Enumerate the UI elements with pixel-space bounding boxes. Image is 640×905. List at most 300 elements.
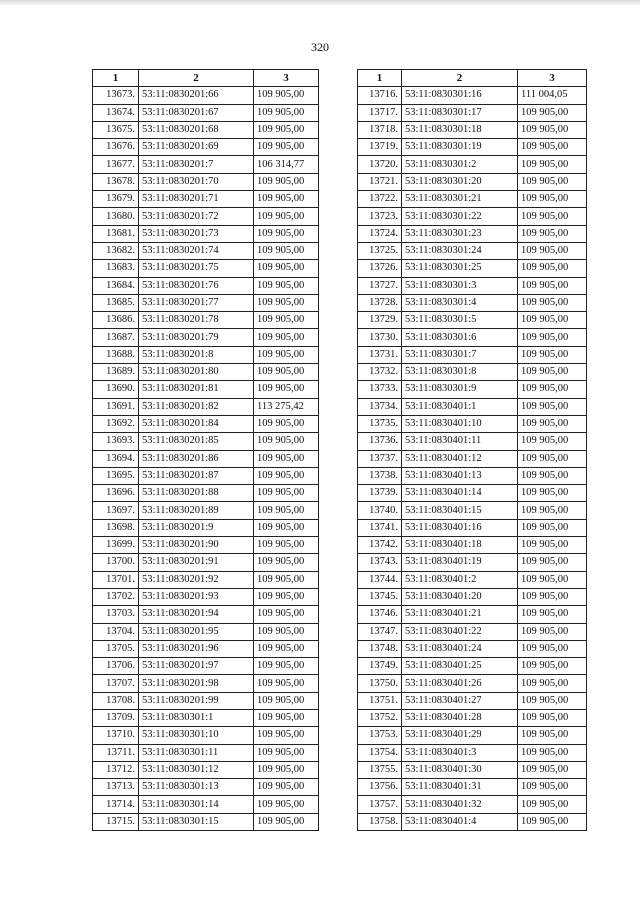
cadastral-value: 109 905,00: [518, 450, 587, 467]
table-row: [93, 415, 319, 432]
table-row: [93, 208, 319, 225]
cadastral-value: 109 905,00: [254, 675, 319, 692]
cadastral-number: 53:11:0830201:76: [139, 277, 254, 294]
table-row: [358, 485, 587, 502]
cadastral-value: 109 905,00: [518, 277, 587, 294]
table-row: [93, 796, 319, 813]
table-row: [358, 104, 587, 121]
row-number: 13734.: [358, 398, 402, 415]
cadastral-number: 53:11:0830201:73: [139, 225, 254, 242]
cadastral-number: 53:11:0830401:12: [402, 450, 518, 467]
cadastral-value: 109 905,00: [518, 796, 587, 813]
table-row: [358, 467, 587, 484]
cadastral-number: 53:11:0830401:24: [402, 640, 518, 657]
cadastral-number: 53:11:0830201:84: [139, 415, 254, 432]
row-number: 13729.: [358, 312, 402, 329]
cadastral-value: 109 905,00: [254, 277, 319, 294]
cadastral-value: 109 905,00: [254, 761, 319, 778]
row-number: 13712.: [93, 761, 139, 778]
row-number: 13673.: [93, 87, 139, 104]
cadastral-number: 53:11:0830301:21: [402, 191, 518, 208]
cadastral-number: 53:11:0830401:28: [402, 709, 518, 726]
row-number: 13681.: [93, 225, 139, 242]
cadastral-number: 53:11:0830301:23: [402, 225, 518, 242]
table-row: [358, 744, 587, 761]
row-number: 13721.: [358, 173, 402, 190]
cadastral-value: 109 905,00: [254, 121, 319, 138]
table-row: [93, 277, 319, 294]
cadastral-number: 53:11:0830201:9: [139, 519, 254, 536]
row-number: 13745.: [358, 588, 402, 605]
table-row: [358, 433, 587, 450]
row-number: 13737.: [358, 450, 402, 467]
table-row: [358, 294, 587, 311]
table-row: [358, 346, 587, 363]
cadastral-value: 109 905,00: [518, 346, 587, 363]
cadastral-number: 53:11:0830401:18: [402, 537, 518, 554]
table-row: [358, 640, 587, 657]
cadastral-number: 53:11:0830401:29: [402, 727, 518, 744]
table-row: [93, 571, 319, 588]
row-number: 13706.: [93, 658, 139, 675]
table-row: [93, 173, 319, 190]
cadastral-value: 109 905,00: [518, 779, 587, 796]
cadastral-number: 53:11:0830201:78: [139, 312, 254, 329]
cadastral-number: 53:11:0830201:99: [139, 692, 254, 709]
row-number: 13720.: [358, 156, 402, 173]
cadastral-number: 53:11:0830301:6: [402, 329, 518, 346]
row-number: 13743.: [358, 554, 402, 571]
cadastral-value: 109 905,00: [518, 225, 587, 242]
cadastral-value: 109 905,00: [254, 485, 319, 502]
table-row: [358, 779, 587, 796]
cadastral-number: 53:11:0830201:81: [139, 381, 254, 398]
cadastral-number: 53:11:0830401:31: [402, 779, 518, 796]
cadastral-number: 53:11:0830401:27: [402, 692, 518, 709]
table-row: [358, 87, 587, 104]
header-col-1: 1: [358, 70, 402, 87]
row-number: 13709.: [93, 709, 139, 726]
row-number: 13675.: [93, 121, 139, 138]
cadastral-value: 109 905,00: [254, 312, 319, 329]
table-row: [358, 588, 587, 605]
cadastral-value: 109 905,00: [518, 537, 587, 554]
cadastral-value: 109 905,00: [518, 675, 587, 692]
cadastral-number: 53:11:0830301:25: [402, 260, 518, 277]
table-row: [93, 467, 319, 484]
table-row: [358, 727, 587, 744]
row-number: 13715.: [93, 813, 139, 830]
row-number: 13757.: [358, 796, 402, 813]
table-row: [358, 173, 587, 190]
row-number: 13739.: [358, 485, 402, 502]
table-row: [358, 519, 587, 536]
cadastral-number: 53:11:0830201:68: [139, 121, 254, 138]
cadastral-number: 53:11:0830401:25: [402, 658, 518, 675]
row-number: 13747.: [358, 623, 402, 640]
cadastral-number: 53:11:0830301:3: [402, 277, 518, 294]
table-row: [93, 709, 319, 726]
cadastral-value: 109 905,00: [254, 294, 319, 311]
cadastral-number: 53:11:0830301:14: [139, 796, 254, 813]
row-number: 13740.: [358, 502, 402, 519]
row-number: 13711.: [93, 744, 139, 761]
header-col-2: 2: [402, 70, 518, 87]
cadastral-value: 109 905,00: [254, 744, 319, 761]
cadastral-value: 109 905,00: [518, 502, 587, 519]
cadastral-value: 109 905,00: [254, 467, 319, 484]
row-number: 13686.: [93, 312, 139, 329]
row-number: 13707.: [93, 675, 139, 692]
table-header-row: [93, 70, 319, 87]
row-number: 13738.: [358, 467, 402, 484]
row-number: 13750.: [358, 675, 402, 692]
cadastral-number: 53:11:0830201:85: [139, 433, 254, 450]
cadastral-number: 53:11:0830401:11: [402, 433, 518, 450]
table-row: [93, 242, 319, 259]
table-row: [358, 225, 587, 242]
cadastral-value: 109 905,00: [518, 260, 587, 277]
page-number: 320: [311, 40, 329, 54]
cadastral-value: 109 905,00: [518, 554, 587, 571]
row-number: 13755.: [358, 761, 402, 778]
cadastral-value: 109 905,00: [518, 173, 587, 190]
cadastral-number: 53:11:0830401:2: [402, 571, 518, 588]
row-number: 13749.: [358, 658, 402, 675]
row-number: 13716.: [358, 87, 402, 104]
cadastral-number: 53:11:0830401:19: [402, 554, 518, 571]
table-row: [93, 761, 319, 778]
header-col-3: 3: [254, 70, 319, 87]
table-row: [93, 433, 319, 450]
cadastral-value: 109 905,00: [518, 415, 587, 432]
table-row: [358, 623, 587, 640]
cadastral-number: 53:11:0830201:67: [139, 104, 254, 121]
row-number: 13693.: [93, 433, 139, 450]
cadastral-number: 53:11:0830201:77: [139, 294, 254, 311]
table-row: [93, 139, 319, 156]
cadastral-number: 53:11:0830201:96: [139, 640, 254, 657]
row-number: 13677.: [93, 156, 139, 173]
table-row: [93, 191, 319, 208]
row-number: 13717.: [358, 104, 402, 121]
row-number: 13697.: [93, 502, 139, 519]
cadastral-value: 109 905,00: [254, 640, 319, 657]
cadastral-number: 53:11:0830201:74: [139, 242, 254, 259]
cadastral-number: 53:11:0830301:15: [139, 813, 254, 830]
row-number: 13683.: [93, 260, 139, 277]
table-row: [358, 364, 587, 381]
cadastral-number: 53:11:0830201:97: [139, 658, 254, 675]
row-number: 13736.: [358, 433, 402, 450]
table-row: [358, 692, 587, 709]
cadastral-value: 109 905,00: [254, 588, 319, 605]
header-col-2: 2: [139, 70, 254, 87]
cadastral-number: 53:11:0830201:79: [139, 329, 254, 346]
cadastral-number: 53:11:0830301:8: [402, 364, 518, 381]
cadastral-value: 109 905,00: [518, 640, 587, 657]
cadastral-value: 109 905,00: [254, 415, 319, 432]
table-row: [358, 796, 587, 813]
cadastral-number: 53:11:0830401:3: [402, 744, 518, 761]
row-number: 13704.: [93, 623, 139, 640]
table-row: [93, 381, 319, 398]
row-number: 13676.: [93, 139, 139, 156]
cadastral-value: 109 905,00: [254, 813, 319, 830]
row-number: 13753.: [358, 727, 402, 744]
cadastral-number: 53:11:0830401:22: [402, 623, 518, 640]
row-number: 13713.: [93, 779, 139, 796]
row-number: 13741.: [358, 519, 402, 536]
cadastral-value: 109 905,00: [254, 346, 319, 363]
cadastral-number: 53:11:0830301:22: [402, 208, 518, 225]
cadastral-value: 109 905,00: [254, 727, 319, 744]
left-table-body: [93, 87, 319, 831]
table-row: [93, 640, 319, 657]
row-number: 13682.: [93, 242, 139, 259]
cadastral-value: 109 905,00: [254, 139, 319, 156]
cadastral-number: 53:11:0830301:4: [402, 294, 518, 311]
cadastral-value: 109 905,00: [518, 329, 587, 346]
row-number: 13726.: [358, 260, 402, 277]
table-row: [93, 658, 319, 675]
table-row: [358, 381, 587, 398]
cadastral-value: 109 905,00: [518, 191, 587, 208]
cadastral-value: 109 905,00: [254, 796, 319, 813]
cadastral-value: 109 905,00: [254, 692, 319, 709]
cadastral-number: 53:11:0830301:13: [139, 779, 254, 796]
table-row: [93, 606, 319, 623]
table-row: [358, 675, 587, 692]
cadastral-number: 53:11:0830301:16: [402, 87, 518, 104]
row-number: 13696.: [93, 485, 139, 502]
row-number: 13725.: [358, 242, 402, 259]
table-row: [93, 623, 319, 640]
row-number: 13708.: [93, 692, 139, 709]
cadastral-value: 109 905,00: [518, 364, 587, 381]
cadastral-number: 53:11:0830201:72: [139, 208, 254, 225]
row-number: 13742.: [358, 537, 402, 554]
table-row: [93, 450, 319, 467]
table-row: [358, 121, 587, 138]
table-row: [358, 156, 587, 173]
row-number: 13678.: [93, 173, 139, 190]
row-number: 13719.: [358, 139, 402, 156]
cadastral-number: 53:11:0830401:30: [402, 761, 518, 778]
cadastral-value: 109 905,00: [518, 744, 587, 761]
cadastral-value: 109 905,00: [254, 260, 319, 277]
table-row: [93, 537, 319, 554]
cadastral-value: 109 905,00: [518, 242, 587, 259]
table-row: [358, 260, 587, 277]
cadastral-number: 53:11:0830301:19: [402, 139, 518, 156]
table-row: [93, 675, 319, 692]
row-number: 13700.: [93, 554, 139, 571]
row-number: 13674.: [93, 104, 139, 121]
table-row: [93, 727, 319, 744]
cadastral-value: 109 905,00: [518, 433, 587, 450]
cadastral-number: 53:11:0830401:20: [402, 588, 518, 605]
table-row: [358, 761, 587, 778]
header-col-3: 3: [518, 70, 587, 87]
cadastral-number: 53:11:0830201:90: [139, 537, 254, 554]
cadastral-value: 106 314,77: [254, 156, 319, 173]
row-number: 13685.: [93, 294, 139, 311]
table-row: [93, 87, 319, 104]
cadastral-value: 109 905,00: [518, 139, 587, 156]
table-row: [93, 260, 319, 277]
table-row: [358, 502, 587, 519]
row-number: 13727.: [358, 277, 402, 294]
cadastral-value: 109 905,00: [518, 519, 587, 536]
table-row: [93, 104, 319, 121]
table-row: [93, 519, 319, 536]
cadastral-number: 53:11:0830201:92: [139, 571, 254, 588]
table-row: [358, 415, 587, 432]
table-row: [93, 225, 319, 242]
header-col-1: 1: [93, 70, 139, 87]
table-row: [93, 312, 319, 329]
cadastral-number: 53:11:0830201:86: [139, 450, 254, 467]
table-row: [358, 658, 587, 675]
table-row: [93, 502, 319, 519]
table-row: [93, 485, 319, 502]
table-row: [358, 398, 587, 415]
cadastral-number: 53:11:0830401:21: [402, 606, 518, 623]
cadastral-number: 53:11:0830401:15: [402, 502, 518, 519]
cadastral-value: 109 905,00: [518, 208, 587, 225]
table-row: [358, 242, 587, 259]
cadastral-value: 109 905,00: [254, 225, 319, 242]
cadastral-value: 109 905,00: [518, 104, 587, 121]
cadastral-number: 53:11:0830401:1: [402, 398, 518, 415]
row-number: 13679.: [93, 191, 139, 208]
row-number: 13703.: [93, 606, 139, 623]
row-number: 13710.: [93, 727, 139, 744]
cadastral-number: 53:11:0830401:10: [402, 415, 518, 432]
cadastral-number: 53:11:0830401:13: [402, 467, 518, 484]
scan-edge-shadow: [0, 0, 640, 6]
cadastral-value: 109 905,00: [254, 329, 319, 346]
cadastral-number: 53:11:0830401:16: [402, 519, 518, 536]
cadastral-value: 109 905,00: [254, 502, 319, 519]
cadastral-number: 53:11:0830301:11: [139, 744, 254, 761]
row-number: 13684.: [93, 277, 139, 294]
row-number: 13723.: [358, 208, 402, 225]
cadastral-number: 53:11:0830201:88: [139, 485, 254, 502]
cadastral-value: 109 905,00: [254, 104, 319, 121]
table-row: [93, 346, 319, 363]
cadastral-value: 109 905,00: [254, 779, 319, 796]
cadastral-value: 109 905,00: [518, 121, 587, 138]
cadastral-value: 109 905,00: [518, 312, 587, 329]
cadastral-value: 109 905,00: [254, 208, 319, 225]
table-row: [93, 779, 319, 796]
table-row: [358, 191, 587, 208]
cadastral-number: 53:11:0830401:26: [402, 675, 518, 692]
row-number: 13699.: [93, 537, 139, 554]
row-number: 13691.: [93, 398, 139, 415]
cadastral-number: 53:11:0830301:17: [402, 104, 518, 121]
cadastral-value: 109 905,00: [518, 623, 587, 640]
cadastral-value: 109 905,00: [254, 571, 319, 588]
cadastral-number: 53:11:0830201:93: [139, 588, 254, 605]
cadastral-value: 109 905,00: [518, 571, 587, 588]
table-row: [93, 329, 319, 346]
table-row: [358, 139, 587, 156]
cadastral-value: 109 905,00: [518, 813, 587, 830]
cadastral-number: 53:11:0830201:71: [139, 191, 254, 208]
cadastral-value: 109 905,00: [254, 658, 319, 675]
table-row: [358, 537, 587, 554]
cadastral-number: 53:11:0830301:2: [402, 156, 518, 173]
left-table: [92, 69, 319, 831]
row-number: 13690.: [93, 381, 139, 398]
table-row: [358, 606, 587, 623]
cadastral-value: 109 905,00: [518, 709, 587, 726]
cadastral-number: 53:11:0830201:7: [139, 156, 254, 173]
cadastral-value: 109 905,00: [518, 658, 587, 675]
cadastral-value: 109 905,00: [518, 588, 587, 605]
cadastral-value: 109 905,00: [254, 87, 319, 104]
table-row: [358, 277, 587, 294]
table-row: [358, 554, 587, 571]
cadastral-number: 53:11:0830201:8: [139, 346, 254, 363]
table-row: [93, 744, 319, 761]
cadastral-value: 109 905,00: [254, 606, 319, 623]
table-row: [93, 121, 319, 138]
row-number: 13688.: [93, 346, 139, 363]
cadastral-value: 109 905,00: [518, 381, 587, 398]
table-row: [358, 312, 587, 329]
table-row: [358, 208, 587, 225]
row-number: 13728.: [358, 294, 402, 311]
cadastral-value: 109 905,00: [518, 485, 587, 502]
cadastral-value: 109 905,00: [254, 242, 319, 259]
cadastral-value: 109 905,00: [518, 692, 587, 709]
row-number: 13689.: [93, 364, 139, 381]
row-number: 13758.: [358, 813, 402, 830]
row-number: 13731.: [358, 346, 402, 363]
cadastral-value: 109 905,00: [518, 156, 587, 173]
cadastral-number: 53:11:0830301:24: [402, 242, 518, 259]
cadastral-value: 109 905,00: [254, 364, 319, 381]
row-number: 13752.: [358, 709, 402, 726]
cadastral-value: 109 905,00: [518, 398, 587, 415]
row-number: 13751.: [358, 692, 402, 709]
table-row: [93, 364, 319, 381]
table-row: [93, 554, 319, 571]
row-number: 13735.: [358, 415, 402, 432]
table-row: [358, 571, 587, 588]
row-number: 13705.: [93, 640, 139, 657]
cadastral-value: 109 905,00: [254, 173, 319, 190]
cadastral-number: 53:11:0830201:87: [139, 467, 254, 484]
row-number: 13724.: [358, 225, 402, 242]
cadastral-number: 53:11:0830201:80: [139, 364, 254, 381]
cadastral-number: 53:11:0830201:66: [139, 87, 254, 104]
cadastral-number: 53:11:0830301:5: [402, 312, 518, 329]
cadastral-value: 109 905,00: [254, 519, 319, 536]
cadastral-number: 53:11:0830401:4: [402, 813, 518, 830]
cadastral-value: 109 905,00: [254, 381, 319, 398]
cadastral-value: 109 905,00: [254, 623, 319, 640]
cadastral-number: 53:11:0830301:20: [402, 173, 518, 190]
row-number: 13698.: [93, 519, 139, 536]
right-table-body: [358, 87, 587, 831]
row-number: 13744.: [358, 571, 402, 588]
row-number: 13748.: [358, 640, 402, 657]
